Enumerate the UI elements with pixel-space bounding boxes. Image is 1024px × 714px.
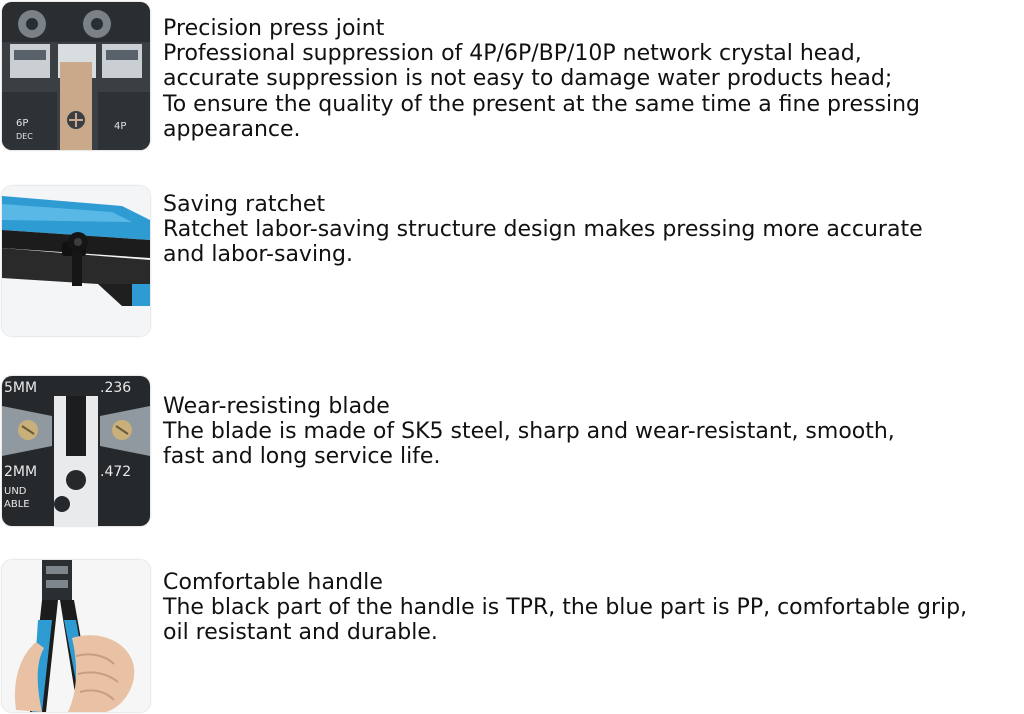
blade-label-und: UND <box>4 486 27 497</box>
feature-text <box>163 16 1021 142</box>
feature-title: Saving ratchet <box>163 192 326 217</box>
die-label-dec: DEC <box>16 132 33 141</box>
feature-text <box>163 394 1021 470</box>
feature-wear-resisting-blade <box>0 372 1024 532</box>
feature-line: and labor-saving. <box>163 242 353 268</box>
hand-holding-tool-photo <box>2 560 150 712</box>
feature-saving-ratchet <box>0 180 1024 340</box>
blade-label-236: .236 <box>100 380 132 396</box>
blade-label-472: .472 <box>100 464 132 480</box>
feature-title: Comfortable handle <box>163 570 383 595</box>
blade-label-5mm: 5MM <box>4 380 38 396</box>
feature-comfortable-handle <box>0 556 1024 714</box>
die-label-4p: 4P <box>114 121 127 132</box>
feature-line: Professional suppression of 4P/6P/BP/10P network crystal head, <box>163 41 862 66</box>
feature-line: fast and long service life. <box>163 444 441 470</box>
ratchet-mechanism-photo <box>2 186 150 336</box>
feature-title: Precision press joint <box>163 16 385 41</box>
feature-line: The black part of the handle is TPR, the blue part is PP, comfortable grip, <box>163 595 968 620</box>
feature-line: To ensure the quality of the present at the same time a fine pressing <box>163 91 921 117</box>
feature-line: appearance. <box>163 116 301 142</box>
feature-line: Ratchet labor-saving structure design makes pressing more accurate <box>163 217 923 242</box>
die-label-6p: 6P <box>16 118 29 129</box>
feature-text <box>163 570 1021 646</box>
blade-label-2mm: 2MM <box>4 464 38 480</box>
crimping-die-closeup-photo <box>2 2 150 150</box>
feature-line: The blade is made of SK5 steel, sharp and wear-resistant, smooth, <box>163 419 895 444</box>
feature-text <box>163 192 1021 268</box>
feature-line: accurate suppression is not easy to damage water products head; <box>163 66 893 92</box>
feature-title: Wear-resisting blade <box>163 394 390 419</box>
blade-label-able: ABLE <box>4 499 30 510</box>
blade-closeup-photo <box>2 376 150 526</box>
feature-precision-press-joint <box>0 0 1024 160</box>
feature-line: oil resistant and durable. <box>163 620 438 646</box>
